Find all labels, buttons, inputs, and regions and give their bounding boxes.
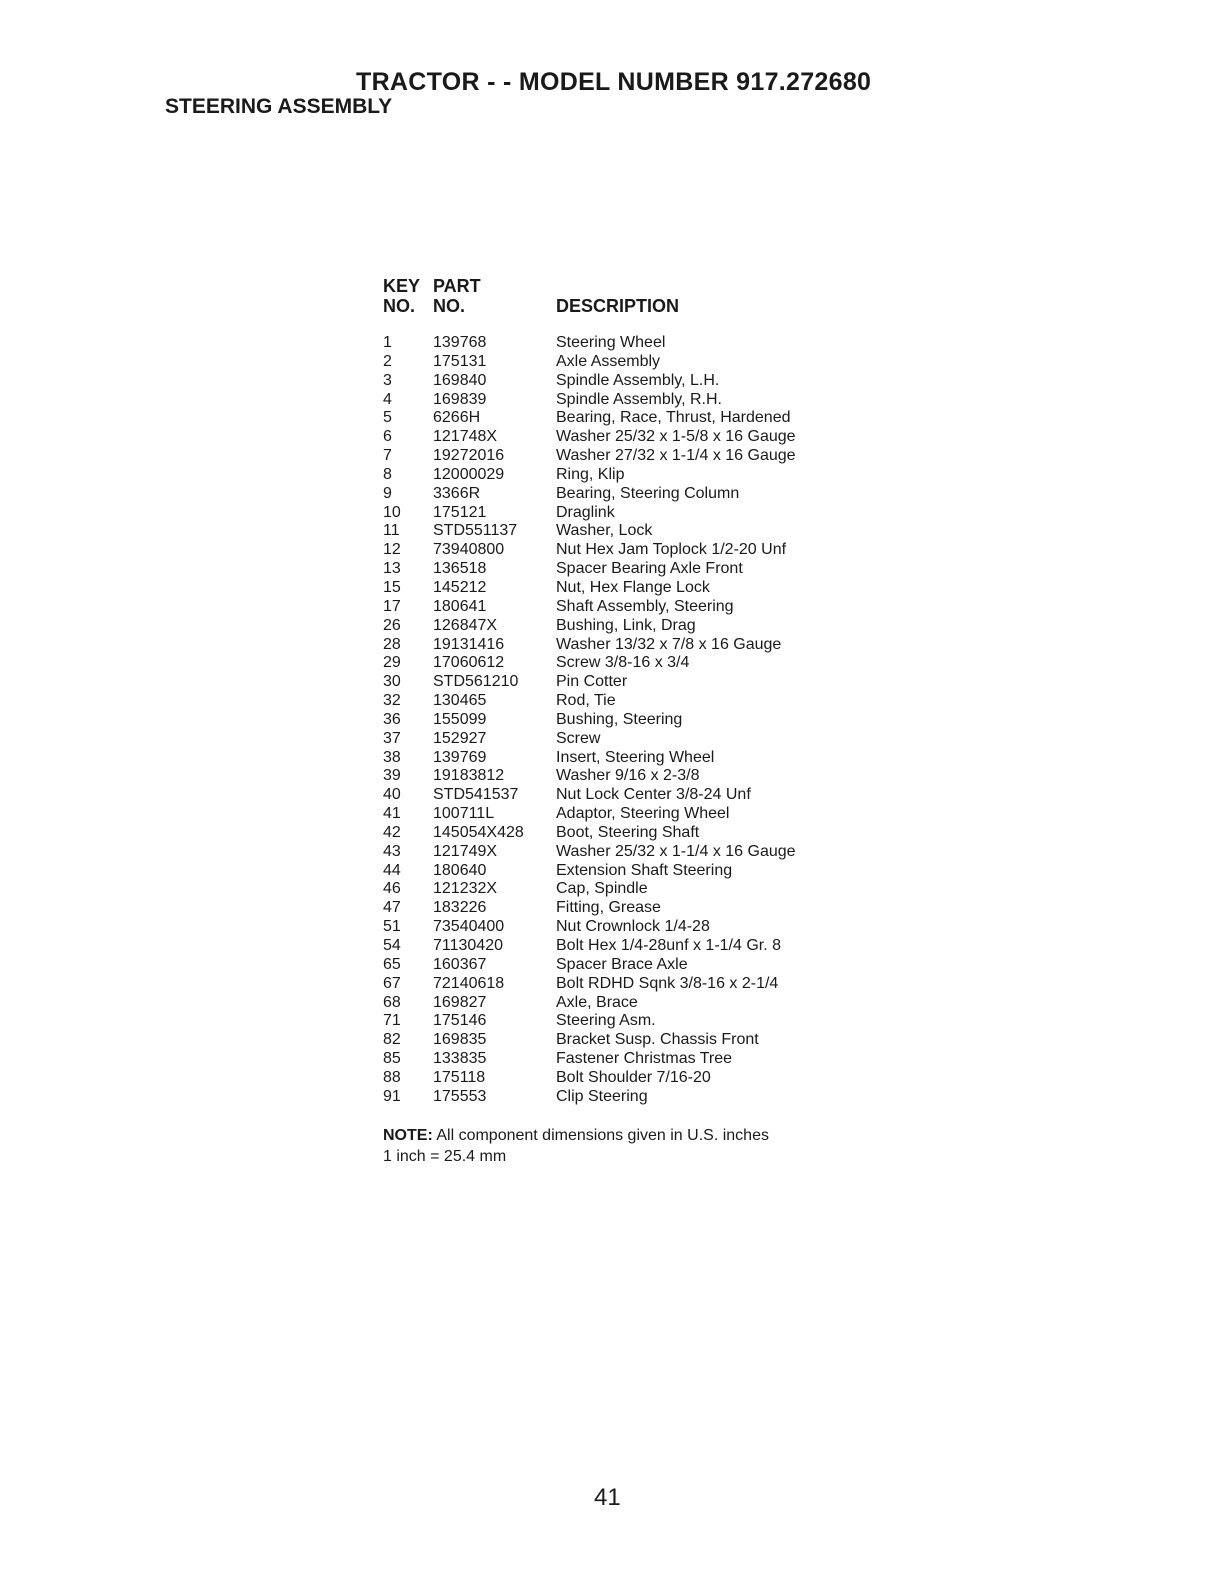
key-no: 38 bbox=[383, 748, 401, 766]
key-no: 3 bbox=[383, 371, 392, 389]
note bbox=[383, 1125, 769, 1167]
description: Nut, Hex Flange Lock bbox=[556, 578, 710, 596]
part-no: STD551137 bbox=[433, 522, 518, 540]
key-no: 43 bbox=[383, 842, 401, 860]
description: Washer 9/16 x 2-3/8 bbox=[556, 767, 700, 785]
part-no: 19183812 bbox=[433, 767, 505, 785]
part-no: 169827 bbox=[433, 993, 487, 1011]
part-no: 169840 bbox=[433, 371, 487, 389]
key-no: 26 bbox=[383, 616, 401, 634]
description: Screw 3/8-16 x 3/4 bbox=[556, 654, 690, 672]
key-no: 42 bbox=[383, 823, 401, 841]
key-no: 36 bbox=[383, 710, 401, 728]
part-no: 139768 bbox=[433, 334, 487, 351]
description: Boot, Steering Shaft bbox=[556, 823, 700, 841]
key-no: 10 bbox=[383, 503, 401, 521]
header-part-top: PART bbox=[433, 276, 481, 296]
note-line bbox=[383, 1125, 769, 1146]
header-key-top: KEY bbox=[383, 276, 421, 296]
key-no: 91 bbox=[383, 1087, 401, 1105]
part-no: 17060612 bbox=[433, 654, 505, 672]
key-no: 71 bbox=[383, 1012, 401, 1030]
key-no: 54 bbox=[383, 937, 401, 954]
key-no: 2 bbox=[383, 352, 392, 370]
note-conversion: 1 inch = 25.4 mm bbox=[383, 1148, 507, 1165]
key-no: 15 bbox=[383, 578, 401, 596]
description: Bearing, Steering Column bbox=[556, 484, 740, 502]
key-no: 88 bbox=[383, 1068, 401, 1086]
part-no: 121748X bbox=[433, 428, 498, 446]
description: Draglink bbox=[556, 503, 615, 521]
key-no: 67 bbox=[383, 974, 401, 992]
description: Spindle Assembly, R.H. bbox=[556, 390, 722, 408]
section-title: STEERING ASSEMBLY bbox=[165, 95, 393, 118]
description: Bolt Shoulder 7/16-20 bbox=[556, 1068, 711, 1086]
part-no: 175553 bbox=[433, 1087, 487, 1105]
description: Spacer Brace Axle bbox=[556, 955, 688, 973]
description: Insert, Steering Wheel bbox=[556, 748, 715, 766]
description: Extension Shaft Steering bbox=[556, 861, 733, 879]
key-no: 51 bbox=[383, 918, 401, 936]
key-no: 28 bbox=[383, 635, 401, 653]
description: Nut Crownlock 1/4-28 bbox=[556, 918, 710, 936]
description: Bushing, Steering bbox=[556, 710, 683, 728]
part-no: 6266H bbox=[433, 409, 481, 427]
part-no: 155099 bbox=[433, 710, 487, 728]
part-no: 130465 bbox=[433, 692, 487, 710]
key-no: 82 bbox=[383, 1031, 401, 1049]
key-no: 37 bbox=[383, 729, 401, 747]
part-no: 145054X428 bbox=[433, 823, 524, 841]
description: Washer 25/32 x 1-5/8 x 16 Gauge bbox=[556, 428, 796, 446]
part-no: 169839 bbox=[433, 390, 487, 408]
part-no: 73540400 bbox=[433, 918, 505, 936]
description: Clip Steering bbox=[556, 1087, 648, 1105]
part-no: STD561210 bbox=[433, 673, 519, 691]
part-no: 183226 bbox=[433, 899, 487, 917]
part-no: 145212 bbox=[433, 578, 487, 596]
part-no: 175146 bbox=[433, 1012, 487, 1030]
key-no: 6 bbox=[383, 428, 392, 446]
description: Bolt RDHD Sqnk 3/8-16 x 2-1/4 bbox=[556, 974, 779, 992]
part-no: 3366R bbox=[433, 484, 481, 502]
description: Steering Asm. bbox=[556, 1012, 656, 1030]
key-no: 65 bbox=[383, 955, 401, 973]
description: Bolt Hex 1/4-28unf x 1-1/4 Gr. 8 bbox=[556, 937, 782, 954]
description: Fastener Christmas Tree bbox=[556, 1050, 733, 1068]
key-no: 7 bbox=[383, 447, 392, 465]
description: Steering Wheel bbox=[556, 334, 666, 351]
key-no: 1 bbox=[383, 334, 392, 351]
description: Bearing, Race, Thrust, Hardened bbox=[556, 409, 791, 427]
part-no: 71130420 bbox=[433, 937, 503, 954]
part-no: 133835 bbox=[433, 1050, 487, 1068]
key-no: 11 bbox=[383, 522, 400, 540]
part-no: 175118 bbox=[433, 1068, 486, 1086]
part-no: 126847X bbox=[433, 616, 498, 634]
part-no: 12000029 bbox=[433, 465, 505, 483]
note-text: All component dimensions given in U.S. inches bbox=[432, 1127, 769, 1144]
description: Bracket Susp. Chassis Front bbox=[556, 1031, 759, 1049]
key-no: 41 bbox=[383, 805, 401, 823]
key-no: 17 bbox=[383, 597, 401, 615]
part-no: 175131 bbox=[433, 352, 487, 370]
key-no: 46 bbox=[383, 880, 401, 898]
header-part-bottom: NO. bbox=[433, 296, 466, 316]
part-no: 121749X bbox=[433, 842, 498, 860]
key-no: 47 bbox=[383, 899, 401, 917]
description: Ring, Klip bbox=[556, 465, 625, 483]
key-no: 8 bbox=[383, 465, 392, 483]
part-no: 136518 bbox=[433, 560, 487, 578]
note-label: NOTE: bbox=[383, 1127, 433, 1144]
part-no: 175121 bbox=[433, 503, 487, 521]
description: Washer 13/32 x 7/8 x 16 Gauge bbox=[556, 635, 782, 653]
description: Nut Hex Jam Toplock 1/2-20 Unf bbox=[556, 541, 787, 559]
part-no: 19131416 bbox=[433, 635, 505, 653]
description: Fitting, Grease bbox=[556, 899, 661, 917]
key-no: 13 bbox=[383, 560, 401, 578]
key-no: 29 bbox=[383, 654, 401, 672]
description: Pin Cotter bbox=[556, 673, 628, 691]
key-no: 68 bbox=[383, 993, 401, 1011]
description: Shaft Assembly, Steering bbox=[556, 597, 734, 615]
part-no: 19272016 bbox=[433, 447, 505, 465]
key-no: 40 bbox=[383, 786, 401, 804]
part-no: 180641 bbox=[433, 597, 487, 615]
description: Axle, Brace bbox=[556, 993, 638, 1011]
key-no: 32 bbox=[383, 692, 401, 710]
part-no: 160367 bbox=[433, 955, 487, 973]
key-no: 85 bbox=[383, 1050, 401, 1068]
description: Axle Assembly bbox=[556, 352, 661, 370]
description: Bushing, Link, Drag bbox=[556, 616, 696, 634]
key-no: 30 bbox=[383, 673, 401, 691]
description: Spindle Assembly, L.H. bbox=[556, 371, 720, 389]
part-no: 121232X bbox=[433, 880, 498, 898]
part-no: STD541537 bbox=[433, 786, 519, 804]
part-no: 169835 bbox=[433, 1031, 487, 1049]
key-no: 4 bbox=[383, 390, 392, 408]
description: Adaptor, Steering Wheel bbox=[556, 805, 730, 823]
description: Nut Lock Center 3/8-24 Unf bbox=[556, 786, 751, 804]
description: Washer, Lock bbox=[556, 522, 653, 540]
description: Spacer Bearing Axle Front bbox=[556, 560, 743, 578]
header-description: DESCRIPTION bbox=[556, 296, 680, 316]
page-number: 41 bbox=[594, 1484, 621, 1511]
key-no: 39 bbox=[383, 767, 401, 785]
description: Washer 27/32 x 1-1/4 x 16 Gauge bbox=[556, 447, 796, 465]
part-no: 72140618 bbox=[433, 974, 505, 992]
page-title: TRACTOR - - MODEL NUMBER 917.272680 bbox=[356, 68, 872, 96]
part-no: 100711L bbox=[433, 805, 495, 823]
part-no: 152927 bbox=[433, 729, 487, 747]
key-no: 12 bbox=[383, 541, 401, 559]
part-no: 73940800 bbox=[433, 541, 505, 559]
key-no: 44 bbox=[383, 861, 401, 879]
part-no: 180640 bbox=[433, 861, 487, 879]
description: Washer 25/32 x 1-1/4 x 16 Gauge bbox=[556, 842, 796, 860]
description: Cap, Spindle bbox=[556, 880, 648, 898]
key-no: 9 bbox=[383, 484, 392, 502]
description: Rod, Tie bbox=[556, 692, 616, 710]
part-no: 139769 bbox=[433, 748, 487, 766]
key-no: 5 bbox=[383, 409, 392, 427]
description: Screw bbox=[556, 729, 601, 747]
header-key-bottom: NO. bbox=[383, 296, 416, 316]
